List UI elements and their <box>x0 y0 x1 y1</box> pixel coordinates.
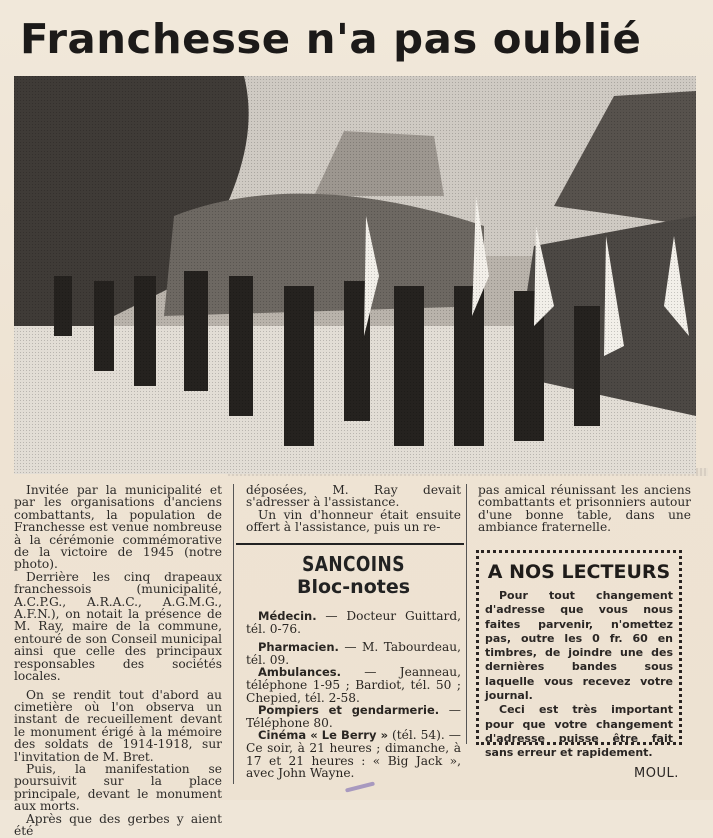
procession-photo <box>14 76 696 474</box>
headline: Franchesse n'a pas oublié <box>20 15 642 63</box>
section-divider <box>236 543 464 545</box>
article-paragraph: Après que des gerbes y aient été <box>14 811 222 838</box>
entry-text: — Jeanneau, téléphone 1-95 ; Bardiot, tél. 50 ; Chepied, tél. 2-58. <box>246 665 461 705</box>
author-signature: MOUL. <box>634 766 679 781</box>
notice-paragraph: Pour tout changement d'adresse que vous nous faites parvenir, n'omettez pas, outre les 0 fr. 60 en timbres, de joindre une des dernières bandes sous laquelle vous recevez votre journal. <box>485 589 673 703</box>
bloc-notes-title: Bloc-notes <box>296 576 411 598</box>
column-divider <box>233 484 234 784</box>
entry-text: — M. Tabourdeau, tél. 09. <box>246 640 461 667</box>
bloc-notes-entry <box>246 641 461 666</box>
bloc-notes-city: SANCOINS <box>302 552 405 576</box>
article-column-3 <box>478 484 691 534</box>
notice-title: A NOS LECTEURS <box>487 561 671 583</box>
bloc-notes-entry <box>246 729 461 779</box>
ink-stain <box>345 781 375 792</box>
entry-label: Pompiers et gendarmerie. <box>258 703 440 718</box>
article-paragraph: Derrière les cinq drapeaux franchessois (municipalité, A.C.P.G., A.R.A.C., A.G.M.G., A.F.N.), on notait la présence de M. Ray, maire de la commune, entouré de son Conseil municipal ainsi que celle des principaux responsables des sociétés locales. <box>14 569 222 684</box>
bloc-notes-list <box>246 610 461 780</box>
halftone-grain <box>14 76 696 474</box>
entry-label: Pharmacien. <box>258 640 339 655</box>
article-column-2 <box>246 484 461 534</box>
entry-text: (tél. 54). — Ce soir, à 21 heures ; dimanche, à 17 et 21 heures : « Big Jack », avec John Wayne. <box>246 728 461 781</box>
bloc-notes-entry <box>246 610 461 635</box>
article-paragraph: déposées, M. Ray devait s'adresser à l'assistance. <box>246 483 461 510</box>
notice-body <box>485 589 673 761</box>
entry-label: Cinéma « Le Berry » <box>258 728 389 743</box>
article-paragraph: On se rendit tout d'abord au cimetière où l'on observa un instant de recueillement devant le monument érigé à la mémoire des soldats de 1914-1918, sur l'invitation de M. Bret. <box>14 687 222 764</box>
entry-label: Ambulances. <box>258 665 342 680</box>
entry-text: — Téléphone 80. <box>246 703 461 730</box>
article-paragraph: Puis, la manifestation se poursuivit sur la place principale, devant le monument aux morts. <box>14 761 222 814</box>
article-paragraph: Invitée par la municipalité et par les organisations d'anciens combattants, la population de Franchesse est venue nombreuse à la cérémonie commémorative de la victoire de 1945 (notre photo). <box>14 483 222 572</box>
article-paragraph: Un vin d'honneur était ensuite offert à l'assistance, puis un re- <box>246 507 461 535</box>
bloc-notes-entry <box>246 704 461 729</box>
photo-illustration <box>14 76 696 474</box>
readers-notice-box <box>476 550 682 760</box>
article-paragraph: pas amical réunissant les anciens combattants et prisonniers autour d'une bonne table, dans une ambiance fraternelle. <box>478 483 691 535</box>
bloc-notes-header <box>246 553 461 599</box>
article-column-1 <box>14 484 222 837</box>
column-divider <box>466 484 467 744</box>
entry-text: — Docteur Guittard, tél. 0-76. <box>246 609 461 636</box>
entry-label: Médecin. <box>258 609 317 623</box>
bloc-notes-entry <box>246 666 461 704</box>
notice-paragraph: Ceci est très important pour que votre changement d'adresse puisse être fait sans erreur et rapidement. <box>485 703 673 760</box>
